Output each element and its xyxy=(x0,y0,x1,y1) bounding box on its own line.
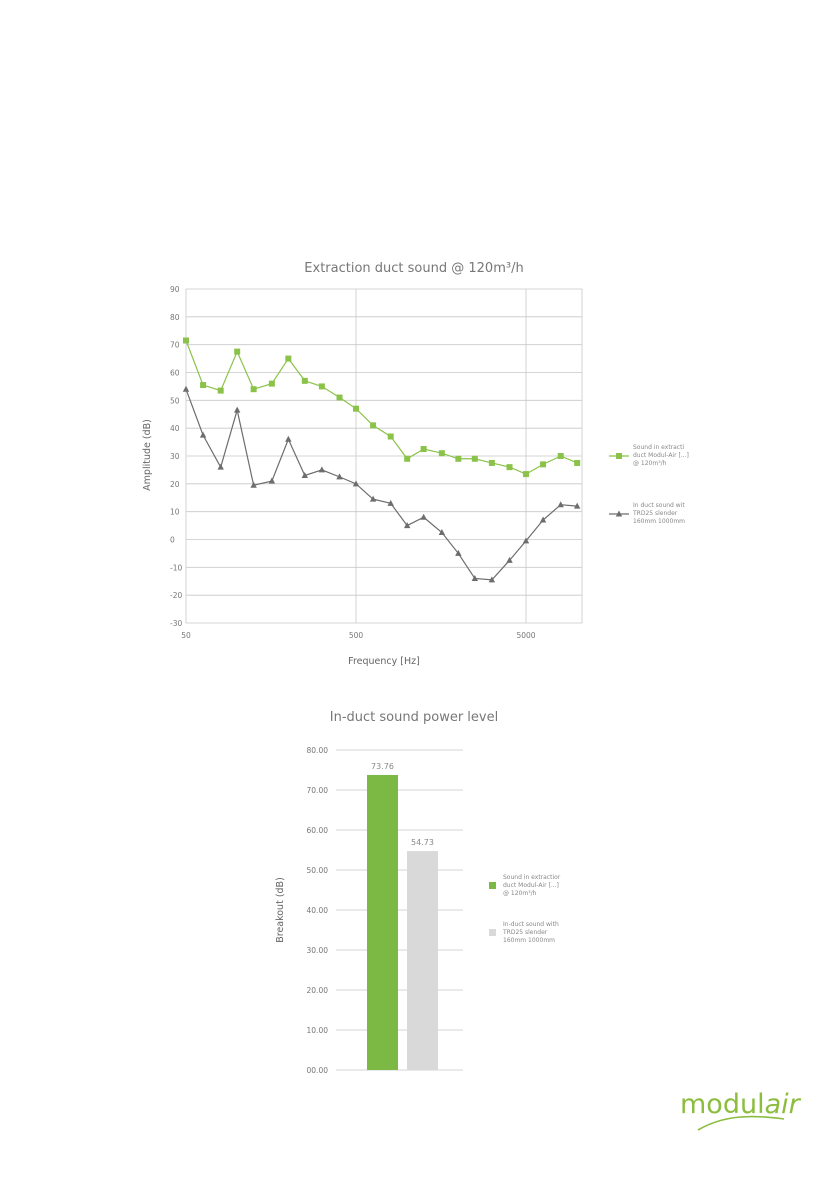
bar-legend-label: @ 120m³/h xyxy=(503,890,537,897)
series-1-point xyxy=(353,406,359,412)
legend-marker-square xyxy=(616,453,622,459)
bar-chart-y-tick-label: 20.00 xyxy=(306,986,328,995)
line-chart-x-tick-label: 50 xyxy=(181,631,191,640)
line-chart-y-tick-label: 10 xyxy=(170,507,180,517)
bar-chart-grid xyxy=(336,750,463,1070)
series-1-point xyxy=(337,395,343,401)
bar-chart-legend xyxy=(489,874,561,944)
series-1-point xyxy=(251,386,257,392)
bar-legend-label: Sound in extractior xyxy=(503,874,561,881)
bar-data-label: 73.76 xyxy=(371,761,394,771)
line-chart-y-tick-label: 40 xyxy=(170,424,180,434)
line-chart-y-tick-label: -20 xyxy=(170,591,183,601)
bar-legend-label: 160mm 1000mm xyxy=(503,937,556,944)
bar-legend-label: In-duct sound with xyxy=(503,921,559,928)
modulair-logo xyxy=(680,1089,802,1130)
bar-chart-title: In-duct sound power level xyxy=(329,710,499,725)
series-1-point xyxy=(455,456,461,462)
legend-label: 160mm 1000mm xyxy=(633,518,686,525)
series-1-point xyxy=(558,453,564,459)
legend-label: Sound in extracti xyxy=(633,444,685,451)
series-1-point xyxy=(540,461,546,467)
line-chart-y-tick-label: 0 xyxy=(170,535,175,545)
line-chart-y-tick-label: 50 xyxy=(170,396,180,406)
series-1-point xyxy=(472,456,478,462)
bar-1 xyxy=(367,775,398,1070)
series-1-point xyxy=(388,434,394,440)
series-1-point xyxy=(183,337,189,343)
bar-legend-label: duct Modul-Air [...] xyxy=(503,882,559,889)
series-1-point xyxy=(200,382,206,388)
series-1-point xyxy=(439,450,445,456)
series-1-point xyxy=(507,464,513,470)
bar-chart-y-axis-label: Breakout (dB) xyxy=(275,877,286,943)
logo-text-main: modul xyxy=(680,1089,765,1120)
series-1-point xyxy=(574,460,580,466)
series-1-point xyxy=(285,356,291,362)
series-1-point xyxy=(404,456,410,462)
bar-chart-y-tick-label: 80.00 xyxy=(306,746,328,755)
line-chart-y-tick-label: 30 xyxy=(170,452,180,461)
line-chart-x-tick-label: 500 xyxy=(348,631,364,640)
line-chart-y-tick-label: 80 xyxy=(170,312,180,322)
series-1-point xyxy=(421,446,427,452)
line-chart xyxy=(142,252,697,684)
bar-chart-y-tick-label: 40.00 xyxy=(306,906,328,915)
bar-chart-y-tick-label: 70.00 xyxy=(306,786,328,795)
line-chart-y-tick-label: -10 xyxy=(170,563,183,573)
series-1-point xyxy=(489,460,495,466)
bar-legend-swatch-1 xyxy=(489,882,496,889)
line-chart-y-tick-label: 20 xyxy=(170,479,180,489)
svg-text:modulair xyxy=(680,1089,802,1120)
legend-label: @ 120m³/h xyxy=(633,460,667,467)
legend-label: duct Modul-Air [...] xyxy=(633,452,689,459)
series-1-point xyxy=(302,378,308,384)
bar-chart-y-tick-label: 30.00 xyxy=(306,946,328,955)
line-chart-y-tick-label: -30 xyxy=(170,619,183,628)
series-1-point xyxy=(370,422,376,428)
series-1-point xyxy=(269,381,275,387)
bar-chart-bars xyxy=(367,762,438,1070)
legend-label: TRD25 slender xyxy=(633,510,678,517)
bar-legend-label: TRD25 slender xyxy=(503,929,548,936)
bar-chart-y-tick-label: 10.00 xyxy=(306,1026,328,1035)
bar-legend-swatch-2 xyxy=(489,929,496,936)
bar-chart xyxy=(275,710,561,1075)
bar-data-label: 54.73 xyxy=(411,838,434,848)
bar-chart-y-tick-label: 50.00 xyxy=(306,866,328,875)
line-chart-y-tick-label: 90 xyxy=(170,285,180,294)
line-chart-x-tick-label: 5000 xyxy=(516,631,536,640)
bar-chart-y-ticks xyxy=(307,746,329,1075)
series-1-point xyxy=(319,383,325,389)
series-1-point xyxy=(523,471,529,477)
bar-2 xyxy=(407,851,438,1070)
line-chart-y-tick-label: 60 xyxy=(170,368,180,378)
bar-chart-y-tick-label: 00.00 xyxy=(306,1066,328,1075)
line-chart-y-axis-label: Amplitude (dB) xyxy=(142,419,153,491)
logo-text-accent: air xyxy=(764,1089,800,1120)
line-chart-title: Extraction duct sound @ 120m³/h xyxy=(304,261,524,276)
series-1-point xyxy=(218,388,224,394)
series-1-point xyxy=(234,349,240,355)
legend-label: In duct sound wit xyxy=(633,502,685,509)
bar-chart-y-tick-label: 60.00 xyxy=(306,826,328,835)
line-chart-y-tick-label: 70 xyxy=(170,340,180,350)
line-chart-x-axis-label: Frequency [Hz] xyxy=(348,656,420,667)
